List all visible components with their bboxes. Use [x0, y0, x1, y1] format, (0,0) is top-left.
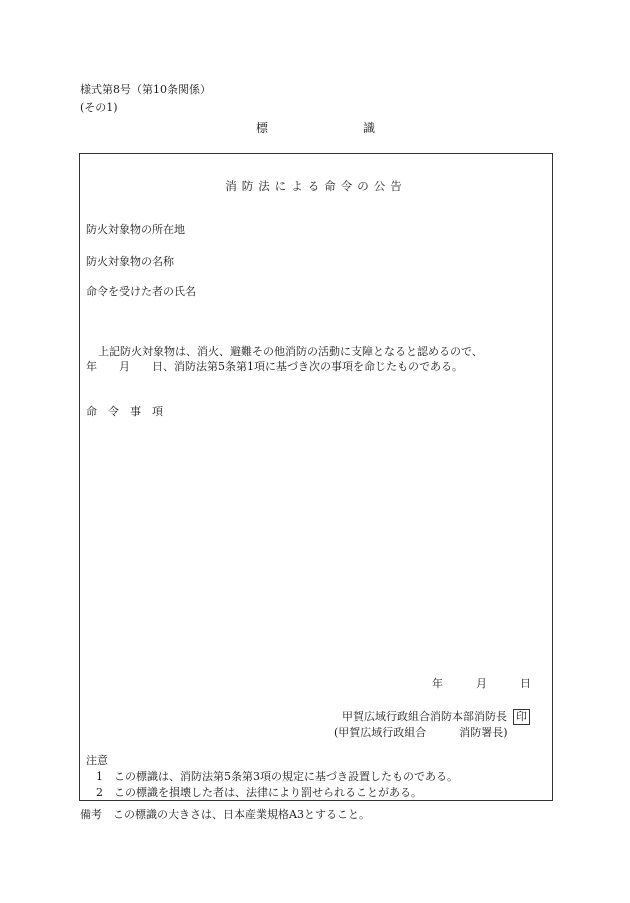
order-items-heading: 命 令 事 項	[86, 405, 163, 418]
note-item: 2 この標識を損壊した者は、法律により罰せられることがある。	[96, 786, 422, 799]
notice-body-line-2: 年 月 日、消防法第5条第1項に基づき次の事項を命じたものである。	[86, 360, 463, 373]
note-item: 1 この標識は、消防法第5条第3項の規定に基づき設置したものである。	[96, 770, 458, 783]
field-name-label: 防火対象物の名称	[86, 255, 174, 268]
title-char-left: 標	[256, 121, 269, 135]
issue-date: 年 月 日	[432, 677, 531, 690]
title-char-right: 識	[363, 121, 376, 135]
issuer-name: 甲賀広域行政組合消防本部消防長	[342, 710, 507, 723]
field-location-label: 防火対象物の所在地	[86, 223, 185, 236]
seal-mark: 印	[513, 709, 530, 725]
issuer-sub-line: (甲賀広域行政組合 消防署長)	[334, 726, 508, 739]
notice-heading: 消防法による命令の公告	[225, 179, 407, 193]
notice-body-line-1: 上記防火対象物は、消火、避難その他消防の活動に支障となると認めるので、	[98, 345, 483, 358]
remark: 備考 この標識の大きさは、日本産業規格A3とすること。	[80, 808, 370, 821]
notes-heading: 注意	[86, 754, 108, 767]
form-number: 様式第8号（第10条関係）	[80, 83, 211, 96]
field-recipient-label: 命令を受けた者の氏名	[86, 285, 196, 298]
form-part: (その1)	[80, 101, 118, 114]
issuer-line	[342, 708, 530, 725]
notice-frame	[79, 153, 553, 801]
